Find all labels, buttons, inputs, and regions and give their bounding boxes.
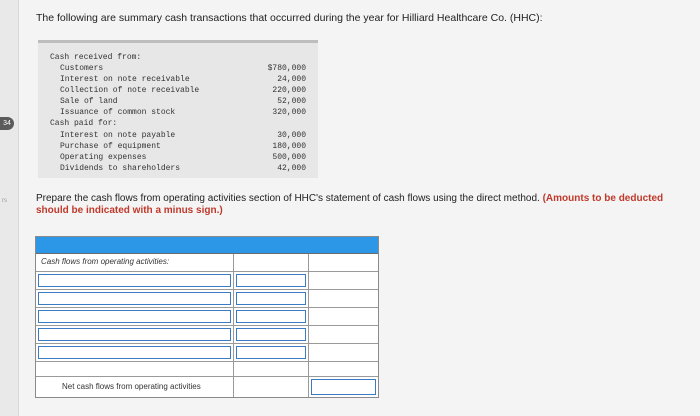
answer-row xyxy=(36,326,378,344)
total-cell xyxy=(309,272,378,289)
transaction-row xyxy=(38,118,318,129)
transaction-label: Interest on note receivable xyxy=(60,75,190,84)
total-cell xyxy=(309,344,378,361)
answer-row xyxy=(36,272,378,290)
instructions-emphasis: (Amounts to be deducted should be indicated with a minus sign.) xyxy=(36,193,664,216)
net-total-cell xyxy=(309,377,378,397)
transaction-row xyxy=(38,130,318,141)
transaction-label: Operating expenses xyxy=(60,153,147,162)
transaction-row xyxy=(38,85,318,96)
amount-cell xyxy=(234,290,309,307)
transaction-row xyxy=(38,96,318,107)
transaction-row xyxy=(38,163,318,174)
amount-cell xyxy=(234,377,309,397)
label-cell xyxy=(36,290,234,307)
transaction-row xyxy=(38,74,318,85)
transaction-amount: 24,000 xyxy=(277,75,306,84)
label-input[interactable] xyxy=(38,328,231,341)
label-cell xyxy=(36,308,234,325)
label-input[interactable] xyxy=(38,310,231,323)
label-input[interactable] xyxy=(38,346,231,359)
section-label-cell xyxy=(36,254,234,271)
transaction-label: Purchase of equipment xyxy=(60,142,161,151)
section-header-row xyxy=(36,254,378,272)
amount-input[interactable] xyxy=(236,310,306,323)
net-total-input[interactable] xyxy=(311,379,376,395)
amount-cell xyxy=(234,254,309,271)
transaction-row xyxy=(38,152,318,163)
transaction-label: Cash received from: xyxy=(50,53,142,62)
transaction-row xyxy=(38,141,318,152)
amount-input[interactable] xyxy=(236,292,306,305)
amount-cell xyxy=(234,326,309,343)
transaction-row xyxy=(38,52,318,63)
transaction-amount: 30,000 xyxy=(277,131,306,140)
answer-row xyxy=(36,308,378,326)
amount-cell xyxy=(234,308,309,325)
transaction-amount: 500,000 xyxy=(272,153,306,162)
amount-cell xyxy=(234,272,309,289)
transaction-label: Issuance of common stock xyxy=(60,108,176,117)
transaction-label: Interest on note payable xyxy=(60,131,176,140)
net-total-row xyxy=(36,376,378,397)
transaction-row xyxy=(38,107,318,118)
total-cell xyxy=(309,326,378,343)
label-cell xyxy=(36,272,234,289)
transaction-amount: 52,000 xyxy=(277,97,306,106)
gutter-mark: rs xyxy=(2,198,7,204)
total-cell xyxy=(309,308,378,325)
answer-table xyxy=(35,236,379,398)
amount-input[interactable] xyxy=(236,346,306,359)
transaction-amount: 42,000 xyxy=(277,164,306,173)
transaction-label: Cash paid for: xyxy=(50,119,118,128)
answer-row xyxy=(36,290,378,308)
label-input[interactable] xyxy=(38,274,231,287)
amount-input[interactable] xyxy=(236,328,306,341)
transaction-amount: $780,000 xyxy=(267,64,306,73)
transaction-row xyxy=(38,63,318,74)
label-input[interactable] xyxy=(38,292,231,305)
label-cell xyxy=(36,344,234,361)
total-cell xyxy=(309,254,378,271)
left-gutter xyxy=(0,0,19,416)
transactions-table xyxy=(38,40,318,178)
section-label: Cash flows from operating activities: xyxy=(41,257,170,266)
question-text: The following are summary cash transactions that occurred during the year for Hilliard Healthcare Co. (HHC): xyxy=(36,12,543,24)
transaction-label: Dividends to shareholders xyxy=(60,164,181,173)
instructions xyxy=(36,193,686,217)
transaction-label: Sale of land xyxy=(60,97,118,106)
instructions-text: Prepare the cash flows from operating activities section of HHC's statement of cash flows using the direct method. xyxy=(36,193,540,204)
net-total-label-cell xyxy=(36,377,234,397)
question-number-badge: 34 xyxy=(0,117,14,130)
net-total-label: Net cash flows from operating activities xyxy=(62,382,201,391)
transaction-amount: 320,000 xyxy=(272,108,306,117)
amount-cell xyxy=(234,344,309,361)
transaction-label: Customers xyxy=(60,64,104,73)
total-cell xyxy=(309,290,378,307)
answer-row xyxy=(36,344,378,362)
transaction-amount: 180,000 xyxy=(272,142,306,151)
answer-table-header-bar xyxy=(36,237,378,254)
transaction-label: Collection of note receivable xyxy=(60,86,200,95)
label-cell xyxy=(36,326,234,343)
amount-input[interactable] xyxy=(236,274,306,287)
transaction-amount: 220,000 xyxy=(272,86,306,95)
